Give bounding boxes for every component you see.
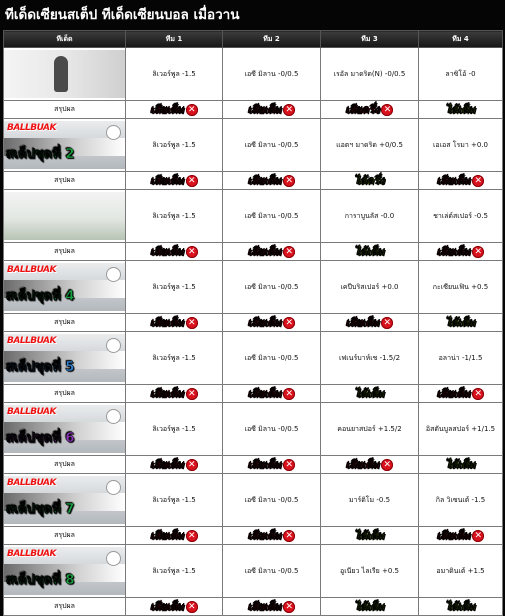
x-icon: ✕	[186, 317, 198, 329]
step-set-banner[interactable]	[4, 547, 125, 595]
summary-label: สรุปผล	[4, 101, 126, 119]
result-cell-3	[321, 598, 419, 616]
ballbuak-logo: BALLBUAK	[7, 549, 56, 559]
summary-label: สรุปผล	[4, 598, 126, 616]
result-text: เสียเต็ม	[150, 530, 184, 542]
result-text: เสียเต็ม	[150, 601, 184, 613]
result-text: เสียครึ่ง	[345, 104, 380, 116]
table-row	[4, 119, 503, 172]
result-row	[4, 385, 503, 403]
result-badge	[150, 172, 197, 189]
result-text: เสียเต็ม	[150, 104, 184, 116]
x-icon: ✕	[283, 104, 295, 116]
result-text: เสียเต็ม	[247, 175, 282, 187]
set-image-cell	[4, 261, 126, 314]
team-pick-2: เอซี มิลาน -0/0.5	[223, 403, 321, 456]
summary-label: สรุปผล	[4, 243, 126, 261]
result-cell-3	[321, 385, 419, 403]
team-pick-4: ลาซิโอ้ -0	[419, 48, 503, 101]
team-pick-3: เคปีบริสเปอร์ +0.0	[321, 261, 419, 314]
x-icon: ✕	[186, 530, 198, 542]
set-label: สเต็ปชุดที่ 5	[6, 360, 75, 375]
team-pick-3: เรอัล มาดริด(N) -0/0.5	[321, 48, 419, 101]
summary-label: สรุปผล	[4, 172, 126, 190]
team-pick-4: กะเซียนเฟิน +0.5	[419, 261, 503, 314]
player-photo	[54, 56, 68, 92]
page-title: ทีเด็ดเซียนสเต็ป ทีเด็ดเซียนบอล เมื่อวาน	[5, 7, 240, 23]
result-text: ได้เต็ม	[354, 246, 385, 258]
x-icon: ✕	[283, 601, 295, 613]
result-badge	[248, 314, 295, 331]
result-cell-4	[419, 101, 503, 119]
result-cell-4	[419, 243, 503, 261]
team-pick-1: ลิเวอร์พูล -1.5	[126, 119, 223, 172]
team-pick-2: เอซี มิลาน -0/0.5	[223, 261, 321, 314]
result-badge	[248, 456, 295, 473]
set-label: สเต็ปชุดที่ 8	[6, 573, 75, 588]
table-row	[4, 48, 503, 101]
result-badge	[150, 314, 197, 331]
result-badge	[150, 456, 197, 473]
set-label: สเต็ปชุดที่ 7	[6, 502, 75, 517]
result-cell-1	[126, 101, 223, 119]
table-row	[4, 190, 503, 243]
x-icon: ✕	[381, 459, 393, 471]
header-tip: ทีเด็ด	[4, 31, 126, 48]
step-set-banner[interactable]	[4, 50, 125, 98]
result-badge	[437, 172, 484, 189]
result-badge	[437, 243, 484, 260]
x-icon: ✕	[186, 246, 198, 258]
team-pick-1: ลิเวอร์พูล -1.5	[126, 48, 223, 101]
result-badge	[346, 101, 394, 118]
result-cell-4	[419, 598, 503, 616]
result-text: เสียเต็ม	[345, 317, 380, 329]
result-badge	[355, 385, 384, 402]
ballbuak-logo: BALLBUAK	[7, 336, 56, 346]
set-image-cell	[4, 474, 126, 527]
result-text: เสียเต็ม	[150, 317, 184, 329]
result-cell-4	[419, 172, 503, 190]
result-cell-1	[126, 456, 223, 474]
result-cell-2	[223, 101, 321, 119]
result-row	[4, 456, 503, 474]
result-text: ได้เต็ม	[445, 317, 476, 329]
x-icon: ✕	[472, 175, 484, 187]
step-set-banner[interactable]	[4, 334, 125, 382]
result-text: เสียเต็ม	[150, 246, 184, 258]
x-icon: ✕	[283, 317, 295, 329]
x-icon: ✕	[472, 246, 484, 258]
result-badge	[446, 101, 475, 118]
x-icon: ✕	[186, 459, 198, 471]
result-row	[4, 527, 503, 545]
result-badge	[355, 527, 384, 544]
result-cell-2	[223, 243, 321, 261]
team-pick-4: เอเอส โรมา +0.0	[419, 119, 503, 172]
team-pick-1: ลิเวอร์พูล -1.5	[126, 332, 223, 385]
header-team-2: ทีม 2	[223, 31, 321, 48]
result-cell-3	[321, 101, 419, 119]
set-label: สเต็ปชุดที่ 4	[6, 289, 75, 304]
result-text: เสียเต็ม	[150, 459, 184, 471]
team-pick-1: ลิเวอร์พูล -1.5	[126, 190, 223, 243]
ballbuak-logo: BALLBUAK	[7, 265, 56, 275]
x-icon: ✕	[186, 601, 198, 613]
table-row	[4, 403, 503, 456]
result-text: ได้เต็ม	[445, 459, 476, 471]
result-text: เสียเต็ม	[247, 601, 282, 613]
result-text: เสียเต็ม	[436, 530, 471, 542]
step-set-banner[interactable]	[4, 263, 125, 311]
result-badge	[437, 385, 484, 402]
result-text: เสียเต็ม	[247, 317, 282, 329]
result-badge	[248, 172, 295, 189]
result-row	[4, 598, 503, 616]
team-pick-4: อลาน่า -1/1.5	[419, 332, 503, 385]
team-pick-2: เอซี มิลาน -0/0.5	[223, 48, 321, 101]
team-pick-2: เอซี มิลาน -0/0.5	[223, 190, 321, 243]
team-pick-3: อูเนียว ไลเรีย +0.5	[321, 545, 419, 598]
result-cell-1	[126, 314, 223, 332]
result-cell-2	[223, 172, 321, 190]
result-cell-1	[126, 385, 223, 403]
header-team-1: ทีม 1	[126, 31, 223, 48]
result-text: เสียเต็ม	[436, 246, 471, 258]
result-badge	[355, 243, 384, 260]
result-text: เสียเต็ม	[345, 459, 380, 471]
set-image-cell	[4, 545, 126, 598]
result-cell-2	[223, 598, 321, 616]
football-icon	[106, 480, 121, 495]
table-row	[4, 261, 503, 314]
team-pick-2: เอซี มิลาน -0/0.5	[223, 545, 321, 598]
result-text: เสียเต็ม	[436, 388, 471, 400]
result-badge	[150, 243, 197, 260]
result-badge	[150, 101, 197, 118]
team-pick-3: การาบูนลัส -0.0	[321, 190, 419, 243]
x-icon: ✕	[283, 246, 295, 258]
result-row	[4, 172, 503, 190]
set-image-cell	[4, 190, 126, 243]
set-image-cell	[4, 119, 126, 172]
set-image-cell	[4, 403, 126, 456]
result-text: เสียเต็ม	[247, 459, 282, 471]
x-icon: ✕	[186, 175, 198, 187]
x-icon: ✕	[381, 104, 393, 116]
result-text: เสียเต็ม	[247, 530, 282, 542]
result-badge	[446, 598, 475, 615]
team-pick-1: ลิเวอร์พูล -1.5	[126, 403, 223, 456]
x-icon: ✕	[472, 530, 484, 542]
result-cell-1	[126, 172, 223, 190]
table-row	[4, 332, 503, 385]
result-cell-3	[321, 527, 419, 545]
result-badge	[346, 456, 393, 473]
set-image-cell	[4, 48, 126, 101]
result-text: ได้เต็ม	[354, 601, 385, 613]
result-text: เสียเต็ม	[247, 388, 282, 400]
tips-table	[3, 30, 503, 616]
ballbuak-logo: BALLBUAK	[7, 478, 56, 488]
result-cell-4	[419, 385, 503, 403]
x-icon: ✕	[381, 317, 393, 329]
team-pick-2: เอซี มิลาน -0/0.5	[223, 332, 321, 385]
result-cell-1	[126, 598, 223, 616]
football-icon	[106, 409, 121, 424]
header-team-3: ทีม 3	[321, 31, 419, 48]
summary-label: สรุปผล	[4, 314, 126, 332]
result-cell-3	[321, 314, 419, 332]
set-image-cell	[4, 332, 126, 385]
result-text: เสียเต็ม	[150, 388, 184, 400]
result-badge	[248, 527, 295, 544]
result-text: ได้เต็ม	[354, 388, 385, 400]
team-pick-3: เฟเนร์บาห์เช -1.5/2	[321, 332, 419, 385]
result-cell-3	[321, 172, 419, 190]
x-icon: ✕	[186, 388, 198, 400]
team-pick-4: กิล วิเซนเต้ -1.5	[419, 474, 503, 527]
team-pick-1: ลิเวอร์พูล -1.5	[126, 261, 223, 314]
x-icon: ✕	[283, 530, 295, 542]
result-text: เสียเต็ม	[436, 175, 471, 187]
result-text: ได้เต็ม	[354, 530, 385, 542]
table-row	[4, 474, 503, 527]
x-icon: ✕	[283, 459, 295, 471]
football-icon	[106, 338, 121, 353]
football-icon	[106, 551, 121, 566]
result-text: เสียเต็ม	[247, 246, 282, 258]
football-icon	[106, 125, 121, 140]
tips-body	[4, 48, 503, 616]
result-badge	[150, 385, 197, 402]
summary-label: สรุปผล	[4, 456, 126, 474]
team-pick-4: ชาเล่ต์สเปอร์ -0.5	[419, 190, 503, 243]
result-text: เสียเต็ม	[247, 104, 282, 116]
team-pick-2: เอซี มิลาน -0/0.5	[223, 119, 321, 172]
table-header-row	[4, 31, 503, 48]
x-icon: ✕	[186, 104, 198, 116]
result-row	[4, 243, 503, 261]
result-cell-2	[223, 456, 321, 474]
step-set-banner[interactable]	[4, 405, 125, 453]
result-badge	[355, 172, 385, 189]
result-cell-3	[321, 243, 419, 261]
step-set-banner[interactable]	[4, 192, 125, 240]
result-text: ได้เต็ม	[445, 104, 476, 116]
result-cell-2	[223, 385, 321, 403]
ballbuak-logo: BALLBUAK	[7, 123, 56, 133]
team-pick-4: อมาดินเต้ +1.5	[419, 545, 503, 598]
result-text: ได้ครึ่ง	[354, 175, 385, 187]
result-row	[4, 314, 503, 332]
team-pick-1: ลิเวอร์พูล -1.5	[126, 545, 223, 598]
x-icon: ✕	[283, 388, 295, 400]
result-badge	[346, 314, 393, 331]
ballbuak-logo: BALLBUAK	[7, 407, 56, 417]
result-text: เสียเต็ม	[150, 175, 184, 187]
team-pick-3: มาร์ติโม -0.5	[321, 474, 419, 527]
result-badge	[446, 456, 475, 473]
result-cell-2	[223, 314, 321, 332]
result-badge	[248, 243, 295, 260]
result-badge	[248, 385, 295, 402]
x-icon: ✕	[472, 388, 484, 400]
result-cell-2	[223, 527, 321, 545]
summary-label: สรุปผล	[4, 385, 126, 403]
team-pick-3: แอตฯ มาดริด +0/0.5	[321, 119, 419, 172]
result-cell-1	[126, 243, 223, 261]
step-set-banner[interactable]	[4, 121, 125, 169]
result-badge	[150, 527, 197, 544]
step-set-banner[interactable]	[4, 476, 125, 524]
result-badge	[248, 101, 295, 118]
result-row	[4, 101, 503, 119]
football-icon	[106, 267, 121, 282]
result-cell-1	[126, 527, 223, 545]
result-badge	[248, 598, 295, 615]
result-badge	[355, 598, 384, 615]
header-team-4: ทีม 4	[419, 31, 503, 48]
team-pick-1: ลิเวอร์พูล -1.5	[126, 474, 223, 527]
result-badge	[150, 598, 197, 615]
result-cell-4	[419, 456, 503, 474]
result-text: ได้เต็ม	[445, 601, 476, 613]
result-cell-4	[419, 314, 503, 332]
result-cell-3	[321, 456, 419, 474]
result-badge	[437, 527, 484, 544]
team-pick-2: เอซี มิลาน -0/0.5	[223, 474, 321, 527]
team-pick-4: อิสตันบูลสปอร์ +1/1.5	[419, 403, 503, 456]
set-label: สเต็ปชุดที่ 2	[6, 147, 75, 162]
result-badge	[446, 314, 475, 331]
summary-label: สรุปผล	[4, 527, 126, 545]
table-row	[4, 545, 503, 598]
x-icon: ✕	[283, 175, 295, 187]
set-label: สเต็ปชุดที่ 6	[6, 431, 75, 446]
team-pick-3: คอนยาสปอร์ +1.5/2	[321, 403, 419, 456]
result-cell-4	[419, 527, 503, 545]
